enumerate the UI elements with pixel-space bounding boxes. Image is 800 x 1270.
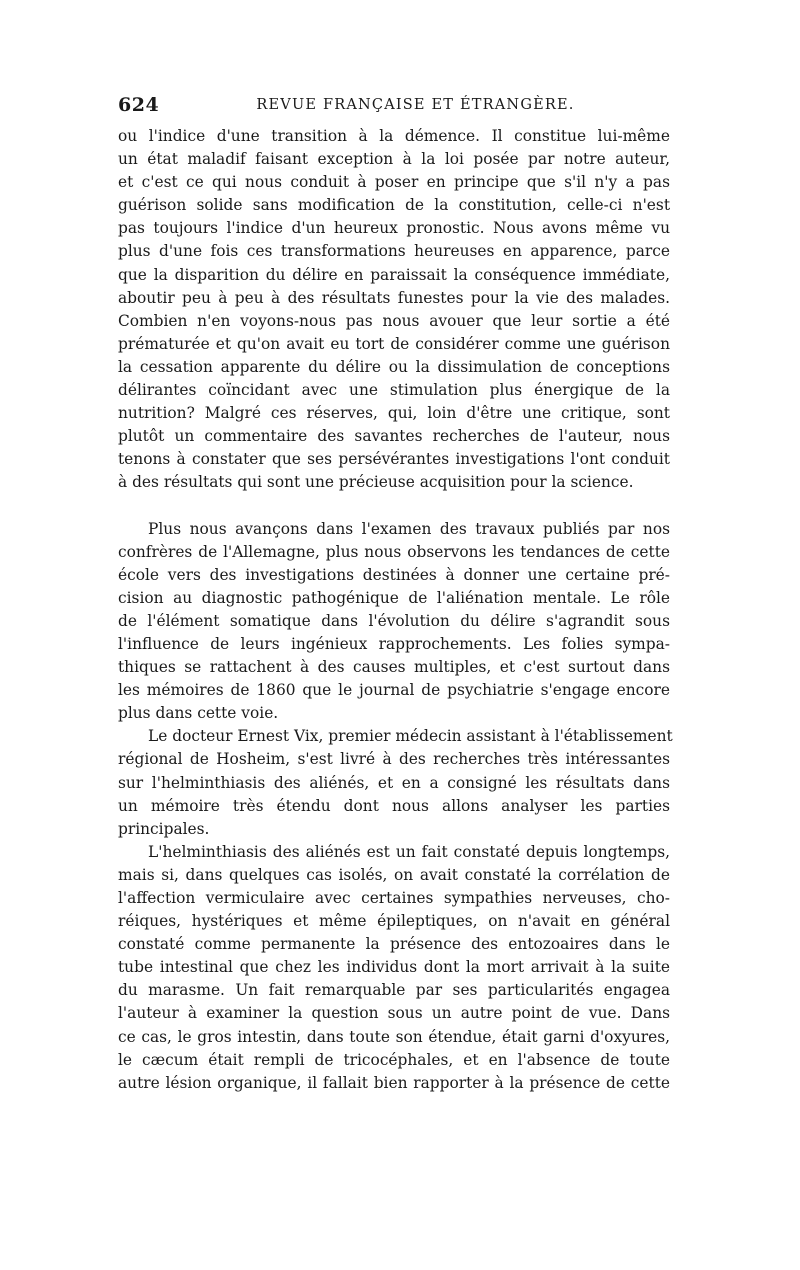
text-line: sur l'helminthiasis des aliénés, et en a consigné les résultats dans — [118, 773, 670, 792]
text-line: constaté comme permanente la présence des entozoaires dans le — [118, 935, 670, 954]
text-line: le cæcum était rempli de tricocéphales, et en l'absence de toute — [118, 1050, 670, 1069]
text-line: un mémoire très étendu dont nous allons analyser les parties — [118, 796, 670, 815]
text-line: Combien n'en voyons-nous pas nous avouer que leur sortie a été — [118, 311, 670, 330]
text-line: la cessation apparente du délire ou la dissimulation de conceptions — [118, 357, 670, 376]
text-line: délirantes coïncidant avec une stimulation plus énergique de la — [118, 381, 670, 400]
text-line: tube intestinal que chez les individus dont la mort arrivait à la suite — [118, 958, 670, 977]
text-line: aboutir peu à peu à des résultats funestes pour la vie des malades. — [118, 288, 670, 307]
text-line: pas toujours l'indice d'un heureux pronostic. Nous avons même vu — [118, 219, 670, 238]
text-line: et c'est ce qui nous conduit à poser en principe que s'il n'y a pas — [118, 173, 670, 192]
text-line: plus dans cette voie. — [118, 704, 279, 723]
text-line: confrères de l'Allemagne, plus nous observons les tendances de cette — [118, 542, 670, 561]
text-line: mais si, dans quelques cas isolés, on avait constaté la corrélation de — [118, 865, 670, 884]
body-text — [118, 125, 673, 1095]
text-line: du marasme. Un fait remarquable par ses particularités engagea — [118, 981, 670, 1000]
text-line: école vers des investigations destinées à donner une certaine pré- — [118, 565, 670, 584]
paragraph-3 — [118, 725, 673, 840]
text-line: l'influence de leurs ingénieux rapprochements. Les folies sympa- — [118, 634, 670, 653]
text-line: principales. — [118, 819, 210, 838]
paragraph-1 — [118, 125, 670, 495]
text-line: les mémoires de 1860 que le journal de psychiatrie s'engage encore — [118, 681, 670, 700]
text-line: autre lésion organique, il fallait bien rapporter à la présence de cette — [118, 1073, 670, 1092]
text-line: prématurée et qu'on avait eu tort de considérer comme une guérison — [118, 334, 670, 353]
text-line: ou l'indice d'une transition à la démence. Il constitue lui-même — [118, 127, 670, 145]
text-line: régional de Hosheim, s'est livré à des recherches très intéressantes — [118, 750, 670, 769]
text-line: cision au diagnostic pathogénique de l'aliénation mentale. Le rôle — [118, 588, 670, 607]
text-line: à des résultats qui sont une précieuse acquisition pour la science. — [118, 473, 634, 492]
text-line: tenons à constater que ses persévérantes investigations l'ont conduit — [118, 450, 670, 469]
page-number: 624 — [118, 94, 160, 116]
text-line: guérison solide sans modification de la constitution, celle-ci n'est — [118, 196, 670, 215]
text-line: un état maladif faisant exception à la loi posée par notre auteur, — [118, 150, 670, 169]
paragraph-2 — [118, 518, 670, 726]
text-line: plus d'une fois ces transformations heureuses en apparence, parce — [118, 242, 670, 261]
text-line: l'affection vermiculaire avec certaines sympathies nerveuses, cho- — [118, 889, 670, 907]
text-line: ce cas, le gros intestin, dans toute son étendue, était garni d'oxyures, — [118, 1027, 670, 1046]
text-line: que la disparition du délire en paraissait la conséquence immédiate, — [118, 265, 670, 284]
text-line: de l'élément somatique dans l'évolution du délire s'agrandit sous — [118, 611, 670, 630]
text-line: réiques, hystériques et même épileptiques, on n'avait en général — [118, 912, 670, 931]
running-head — [118, 94, 683, 118]
text-line: plutôt un commentaire des savantes recherches de l'auteur, nous — [118, 427, 670, 446]
paragraph-4 — [118, 841, 670, 1095]
text-line: L'helminthiasis des aliénés est un fait constaté depuis longtemps, — [148, 842, 670, 861]
text-line: Plus nous avançons dans l'examen des travaux publiés par nos — [148, 519, 670, 538]
text-line: l'auteur à examiner la question sous un autre point de vue. Dans — [118, 1004, 670, 1023]
journal-title: REVUE FRANÇAISE ET ÉTRANGÈRE. — [256, 97, 575, 113]
text-line: nutrition? Malgré ces réserves, qui, loin d'être une critique, sont — [118, 404, 670, 423]
text-line: thiques se rattachent à des causes multiples, et c'est surtout dans — [118, 658, 670, 677]
text-line: Le docteur Ernest Vix, premier médecin assistant à l'établissement — [148, 727, 673, 746]
